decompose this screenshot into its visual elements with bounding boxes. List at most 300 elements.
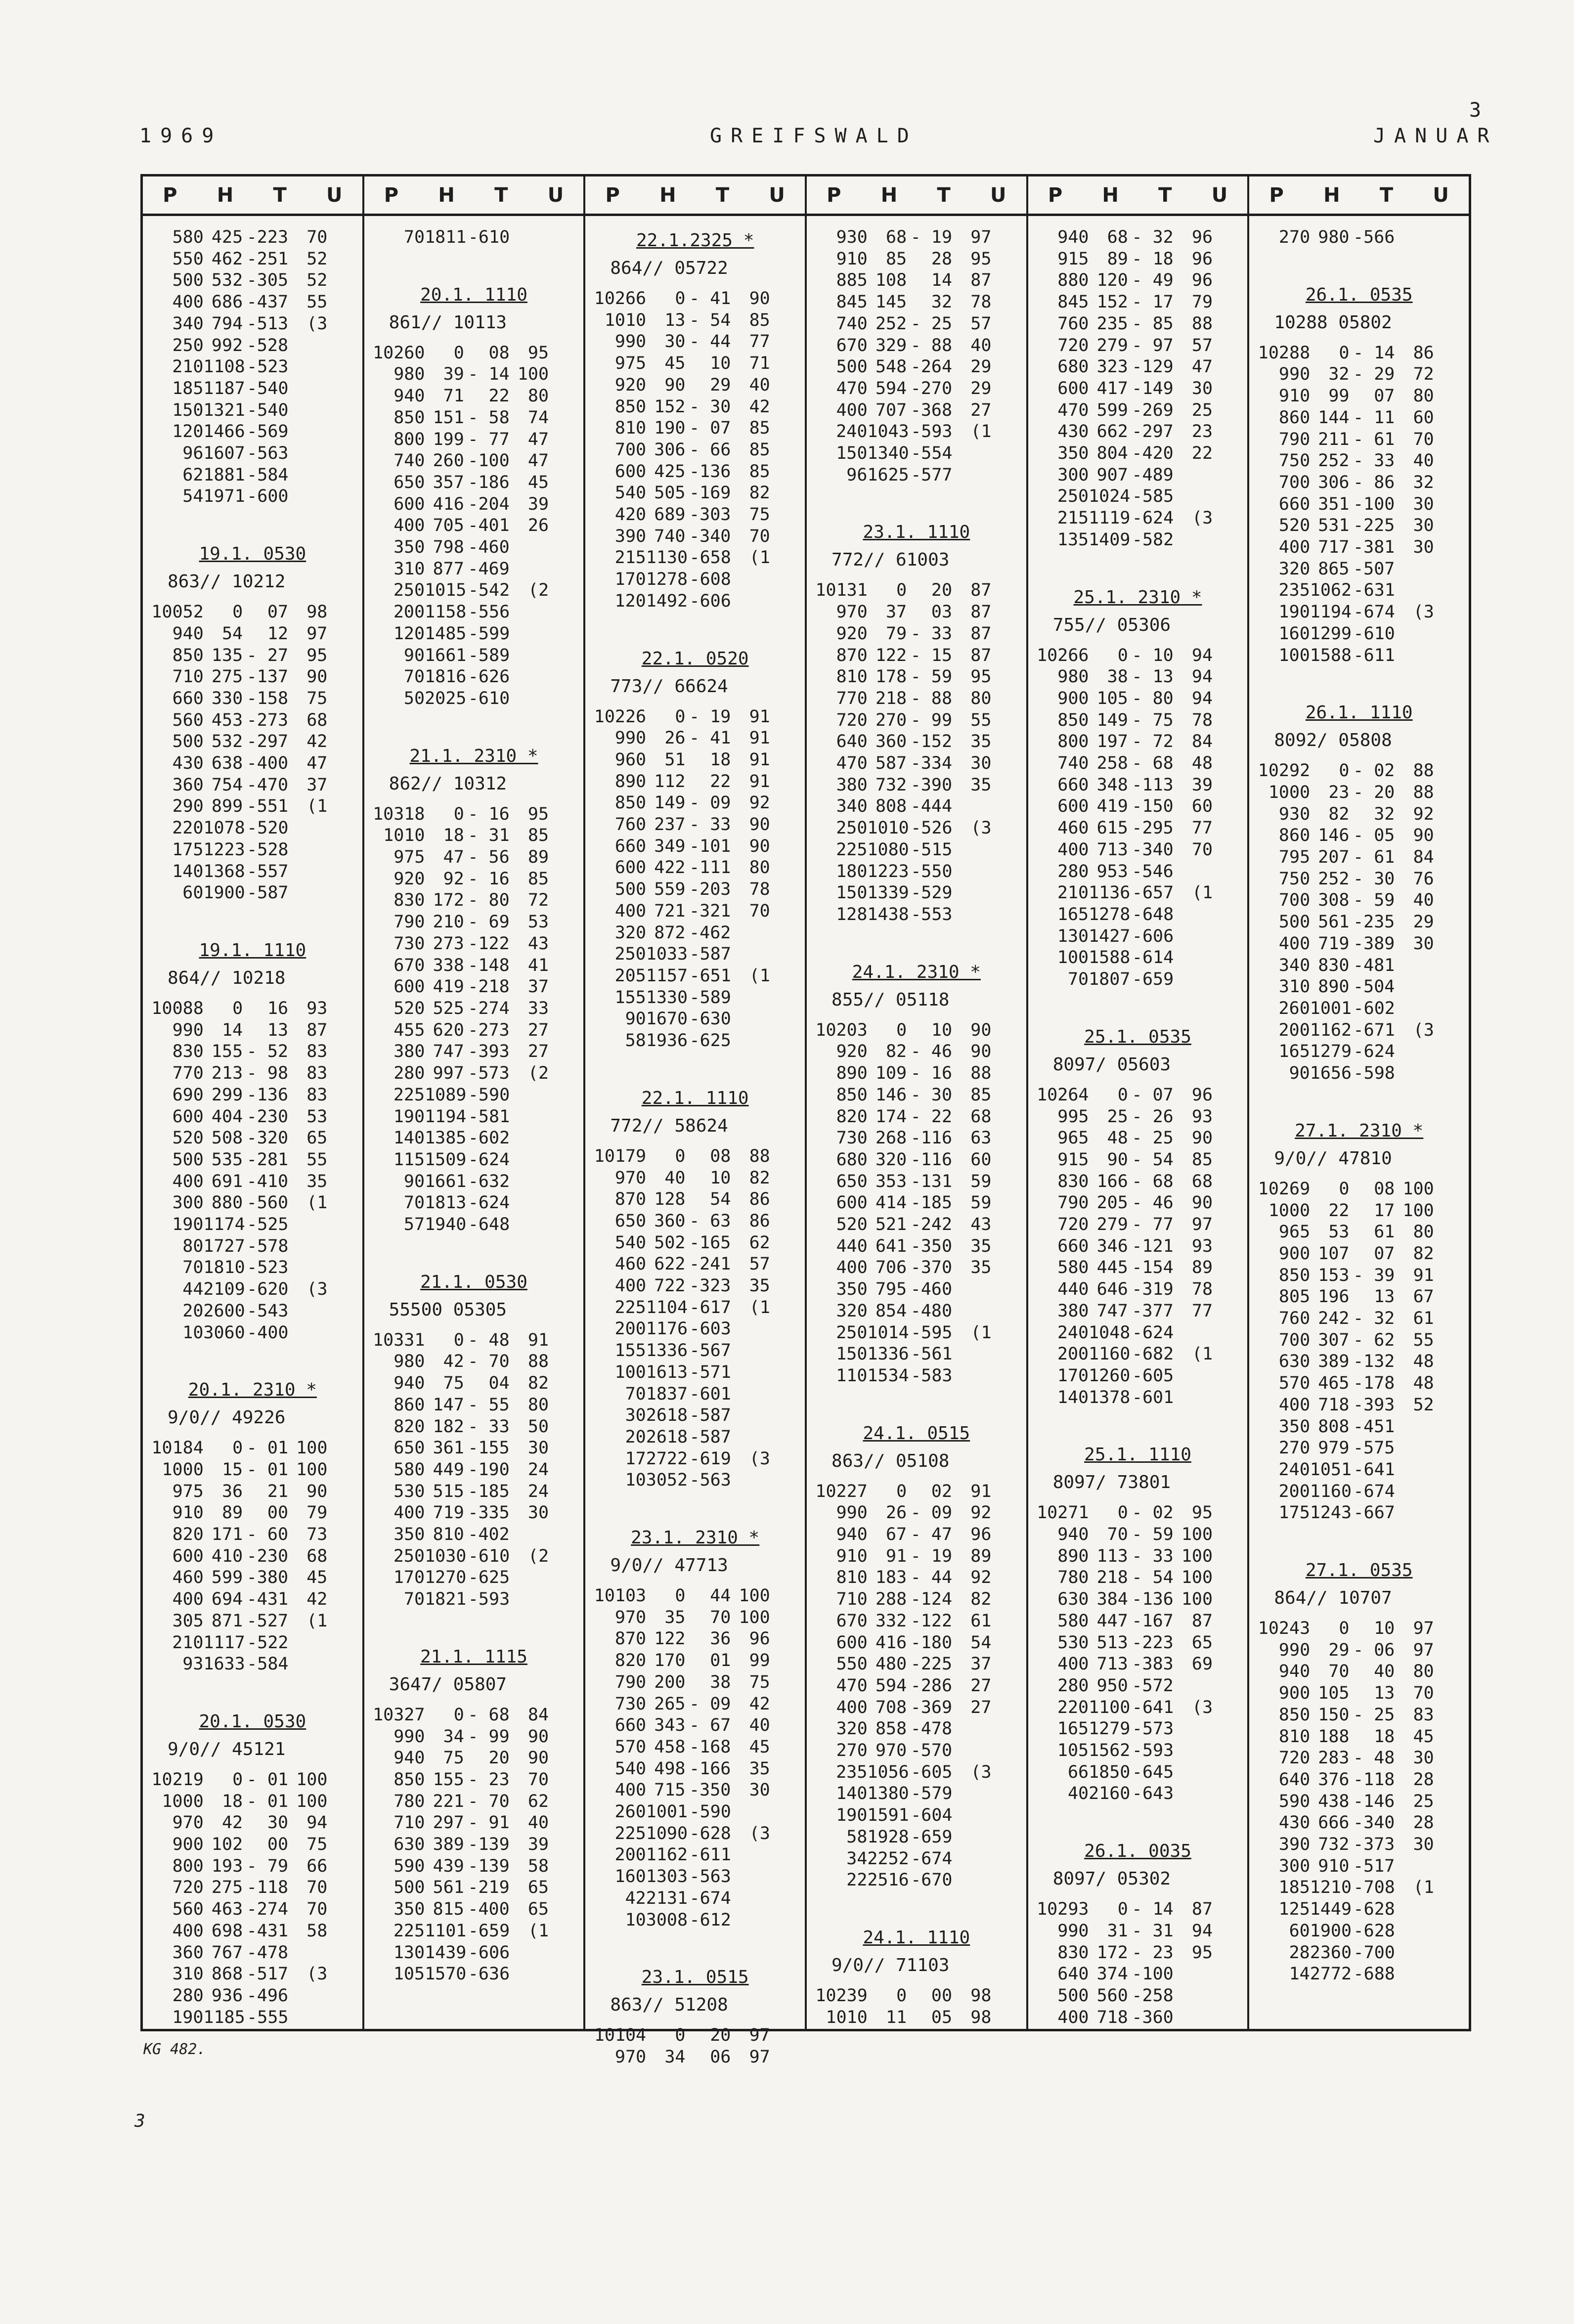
table-cell: 265 <box>654 1694 686 1714</box>
table-cell <box>327 1085 357 1106</box>
table-cell: 532 <box>211 732 243 752</box>
table-cell: -620 <box>247 1279 289 1300</box>
table-row <box>1254 1395 1464 1416</box>
table-cell: -297 <box>1132 422 1174 442</box>
table-cell: 1837 <box>646 1384 688 1404</box>
table-cell: 90 <box>527 1726 549 1747</box>
table-row <box>369 825 579 847</box>
table-cell: - 77 <box>1132 1215 1174 1235</box>
table-cell: 220 <box>1057 1697 1089 1717</box>
sounding-title: 23.1. 1110 <box>863 522 970 543</box>
table-cell: -612 <box>689 1910 731 1930</box>
table-cell: 190 <box>654 418 686 438</box>
table-cell: 200 <box>654 1672 686 1692</box>
table-cell: 47 <box>527 451 549 471</box>
table-cell: 430 <box>1278 1813 1311 1833</box>
table-cell: 250 <box>836 818 868 838</box>
table-cell <box>1213 1942 1242 1964</box>
table-cell: 200 <box>1278 1481 1310 1501</box>
table-cell <box>1434 602 1464 623</box>
table-cell: 1607 <box>203 443 245 464</box>
table-cell <box>288 1214 327 1236</box>
table-cell: (1 <box>749 1297 770 1317</box>
table-cell: 1080 <box>867 839 909 860</box>
table-cell: 27 <box>970 400 992 420</box>
table-cell: (1 <box>749 965 770 986</box>
table-cell <box>549 450 578 472</box>
table-cell <box>1213 1567 1242 1589</box>
table-cell <box>549 1128 578 1149</box>
table-cell: 650 <box>836 1171 868 1191</box>
table-row <box>1033 227 1243 249</box>
table-cell: - 09 <box>689 1694 731 1714</box>
table-cell: 691 <box>211 1171 243 1191</box>
table-row <box>1033 465 1243 486</box>
table-cell: 70 <box>1067 969 1089 990</box>
table-cell: 220 <box>172 818 204 838</box>
table-cell: 235 <box>1278 580 1310 601</box>
table-row <box>148 1567 357 1589</box>
table-cell: 55 <box>306 1149 328 1170</box>
table-cell <box>992 443 1021 465</box>
table-cell: -583 <box>911 1365 953 1386</box>
table-cell <box>770 1405 800 1427</box>
table-cell <box>1434 1200 1464 1222</box>
table-cell: 280 <box>1057 861 1089 881</box>
table-row <box>1033 1718 1243 1740</box>
table-cell <box>770 706 800 728</box>
table-row <box>369 998 579 1020</box>
table-cell: 320 <box>836 1301 868 1321</box>
table-row <box>369 1171 579 1193</box>
table-row <box>590 879 800 901</box>
sounding-title: 26.1. 0035 <box>1084 1841 1191 1862</box>
table-cell <box>288 400 327 422</box>
table-cell: 40 <box>970 335 992 355</box>
table-cell: 747 <box>1096 1301 1128 1321</box>
table-cell <box>992 1365 1021 1387</box>
table-cell: 1158 <box>425 602 467 622</box>
sounding-block <box>369 1269 579 1611</box>
table-cell: 52 <box>306 270 328 291</box>
table-cell: 1449 <box>1310 1899 1352 1920</box>
table-cell <box>288 861 327 883</box>
table-cell <box>991 602 1021 623</box>
table-cell: 35 <box>664 1607 686 1627</box>
table-row <box>148 1942 357 1964</box>
table-cell: 453 <box>211 710 243 730</box>
table-cell: - 14 <box>468 364 510 385</box>
column-body <box>807 216 1026 2028</box>
table-row <box>1254 407 1464 429</box>
table-cell: -167 <box>1132 1611 1174 1631</box>
table-cell: 29 <box>1413 912 1434 932</box>
sounding-id: 864// 05722 <box>610 258 728 278</box>
table-cell: 400 <box>614 901 647 921</box>
table-cell: 07 <box>267 602 289 622</box>
table-cell: 1270 <box>425 1568 467 1588</box>
table-cell: 175 <box>1278 1503 1310 1523</box>
table-cell: 96 <box>1191 249 1213 269</box>
sounding-title: 22.1. 1110 <box>641 1088 749 1108</box>
table-cell: 1010 <box>383 826 425 846</box>
table-cell: -610 <box>1353 623 1395 644</box>
table-cell: 767 <box>211 1942 243 1963</box>
table-row <box>1033 1128 1243 1149</box>
table-cell: 970 <box>614 1607 647 1627</box>
table-row <box>369 1546 579 1568</box>
table-cell: 0 <box>675 1146 686 1166</box>
table-cell: 00 <box>267 1835 289 1855</box>
table-cell <box>1174 969 1213 991</box>
table-cell <box>510 1106 549 1128</box>
sounding-title: 23.1. 2310 * <box>631 1528 760 1548</box>
table-cell: (2 <box>528 1546 549 1566</box>
table-cell <box>1213 926 1242 948</box>
table-cell <box>992 1344 1021 1365</box>
table-row <box>369 1438 579 1459</box>
table-cell: 30 <box>664 332 686 352</box>
table-cell <box>1434 429 1464 451</box>
table-cell <box>1174 465 1213 486</box>
table-cell <box>1395 1416 1434 1438</box>
table-cell: -602 <box>1353 998 1395 1018</box>
table-cell: -223 <box>1132 1632 1174 1653</box>
table-cell: 400 <box>394 516 425 536</box>
table-cell: 689 <box>654 505 686 525</box>
column-body <box>364 216 584 1985</box>
table-cell <box>1213 313 1242 335</box>
table-cell: 17 <box>625 1448 646 1469</box>
table-cell: 600 <box>394 494 425 514</box>
table-cell: 580 <box>1057 1611 1089 1631</box>
table-cell <box>1174 1964 1213 1985</box>
table-cell: - 25 <box>1132 1128 1174 1148</box>
table-cell: -587 <box>689 1405 731 1426</box>
table-cell: -390 <box>910 775 953 795</box>
table-cell <box>549 869 578 890</box>
table-cell: -400 <box>246 753 289 774</box>
table-cell: 215 <box>1057 508 1089 528</box>
table-cell: -570 <box>910 1741 953 1761</box>
table-cell: 151 <box>433 407 464 428</box>
table-cell: 242 <box>1318 1309 1350 1329</box>
table-cell <box>770 1448 800 1470</box>
table-cell: -619 <box>689 1448 731 1469</box>
table-cell: 40 <box>527 1813 549 1833</box>
table-cell: - 10 <box>1132 645 1174 665</box>
table-row <box>148 1085 357 1106</box>
table-row <box>1033 1344 1243 1365</box>
table-cell: 690 <box>172 1085 204 1105</box>
table-cell <box>288 839 327 861</box>
table-cell: 96 <box>970 1525 992 1545</box>
table-cell: 07 <box>1374 1243 1395 1264</box>
table-cell: 920 <box>836 1042 868 1062</box>
table-cell: 1821 <box>425 1589 467 1610</box>
table-cell <box>510 537 549 559</box>
table-cell <box>549 688 578 710</box>
table-cell: 1378 <box>1089 1387 1131 1407</box>
table-row <box>1033 378 1243 400</box>
sounding-block <box>1033 1023 1243 1409</box>
table-cell <box>549 1438 578 1459</box>
table-row <box>1033 645 1243 667</box>
table-cell <box>328 1632 357 1654</box>
table-cell: 55 <box>306 292 328 312</box>
table-cell <box>991 227 1021 249</box>
table-cell <box>549 998 578 1020</box>
table-cell: 108 <box>875 270 907 291</box>
table-cell: -641 <box>1353 1459 1395 1480</box>
table-cell <box>731 1844 770 1866</box>
table-cell: 93 <box>1191 1106 1213 1127</box>
table-cell <box>1395 623 1434 645</box>
table-cell: 144 <box>1318 407 1350 428</box>
table-cell: 0 <box>453 804 464 824</box>
table-cell: 270 <box>875 710 907 730</box>
table-cell: -593 <box>1132 1741 1174 1761</box>
table-cell <box>1395 559 1434 580</box>
table-row <box>812 775 1021 796</box>
table-cell: 1299 <box>1310 623 1352 644</box>
table-row <box>369 847 579 869</box>
table-cell: 1336 <box>646 1341 688 1361</box>
table-cell: 600 <box>614 858 647 878</box>
table-row <box>369 1705 579 1726</box>
table-cell: - 44 <box>910 1568 953 1588</box>
table-cell: 91 <box>527 1330 549 1350</box>
table-cell: -480 <box>910 1301 953 1321</box>
table-cell <box>1434 494 1464 516</box>
table-cell: 662 <box>1096 422 1128 442</box>
table-cell <box>992 904 1021 926</box>
table-cell: 39 <box>443 364 464 385</box>
table-cell: 0 <box>232 998 243 1018</box>
table-cell: 854 <box>875 1301 907 1321</box>
table-cell <box>991 1106 1021 1128</box>
table-row <box>1033 688 1243 710</box>
table-cell: 845 <box>1057 292 1089 312</box>
table-cell: 85 <box>527 826 549 846</box>
table-cell: 260 <box>433 451 464 471</box>
table-cell: 38 <box>1107 667 1128 687</box>
table-cell <box>549 386 578 407</box>
table-row <box>148 796 357 818</box>
table-cell: - 59 <box>1353 890 1395 911</box>
table-row <box>369 623 579 645</box>
table-row <box>590 944 800 965</box>
table-cell <box>992 1322 1021 1344</box>
table-cell: 0 <box>1117 1503 1128 1523</box>
table-row <box>1033 443 1243 465</box>
table-row <box>812 861 1021 883</box>
table-cell: 40 <box>1374 1662 1395 1682</box>
table-cell <box>510 1524 549 1546</box>
table-cell: 350 <box>1278 1416 1311 1437</box>
table-cell: 20 <box>182 1301 204 1321</box>
table-cell: -122 <box>468 933 510 954</box>
table-cell <box>1434 955 1464 977</box>
table-cell: 1534 <box>867 1365 909 1386</box>
table-cell: 830 <box>1057 1171 1089 1191</box>
table-cell: 172 <box>433 890 464 911</box>
table-row <box>590 1844 800 1866</box>
table-row <box>148 1020 357 1042</box>
table-row <box>1033 1365 1243 1387</box>
table-row <box>369 1459 579 1481</box>
table-cell <box>1434 1726 1464 1748</box>
table-cell <box>549 1214 578 1236</box>
table-row <box>148 602 357 623</box>
table-cell: 990 <box>172 1020 204 1040</box>
table-cell: 422 <box>654 858 686 878</box>
table-cell <box>731 1384 770 1405</box>
table-cell <box>1213 818 1242 839</box>
table-cell <box>991 710 1021 732</box>
table-cell: 61 <box>1374 1222 1395 1242</box>
table-cell: 252 <box>1318 869 1350 889</box>
table-row <box>1033 1740 1243 1762</box>
table-cell <box>549 1748 578 1769</box>
table-cell: 979 <box>1318 1438 1350 1458</box>
table-cell <box>1434 933 1464 955</box>
table-cell <box>1434 1877 1464 1899</box>
sounding-block <box>590 1085 800 1491</box>
table-row <box>369 1416 579 1438</box>
table-cell: 570 <box>1278 1373 1311 1394</box>
table-cell: 721 <box>654 901 686 921</box>
table-row <box>148 753 357 775</box>
table-cell: 299 <box>211 1085 243 1105</box>
table-cell <box>1395 1502 1434 1524</box>
table-cell: -573 <box>1132 1719 1174 1739</box>
table-cell <box>952 1740 991 1762</box>
table-cell: 680 <box>836 1149 868 1170</box>
table-cell: 2516 <box>867 1870 909 1890</box>
table-cell: 72 <box>527 890 549 911</box>
table-cell: 1940 <box>425 1215 467 1235</box>
table-cell: 225 <box>836 839 868 860</box>
table-cell: 190 <box>393 1106 425 1127</box>
table-cell: 82 <box>970 1589 992 1610</box>
table-cell: 48 <box>1191 753 1213 774</box>
table-cell: 55 <box>970 710 992 730</box>
table-cell <box>770 901 800 922</box>
table-cell: 45 <box>1413 1726 1434 1747</box>
table-row <box>1033 666 1243 688</box>
table-cell: 83 <box>306 1063 328 1084</box>
table-cell: 95 <box>970 249 992 269</box>
table-cell: 30 <box>625 1405 646 1426</box>
table-cell <box>1213 1718 1242 1740</box>
table-cell: 530 <box>394 1481 425 1501</box>
table-cell <box>1434 1769 1464 1791</box>
table-cell: 75 <box>749 505 770 525</box>
table-row <box>1254 1640 1464 1662</box>
table-cell: 1187 <box>203 378 245 398</box>
table-cell <box>1213 529 1242 551</box>
table-row <box>148 710 357 732</box>
table-row <box>148 861 357 883</box>
table-cell: 70 <box>749 901 770 921</box>
table-row <box>148 1041 357 1063</box>
table-cell: 41 <box>527 955 549 975</box>
table-cell: 700 <box>1278 472 1311 492</box>
table-cell: 559 <box>654 879 686 900</box>
table-cell: 915 <box>1057 249 1089 269</box>
table-cell: 872 <box>654 922 686 943</box>
table-cell: -286 <box>910 1675 953 1696</box>
table-cell <box>1434 1481 1464 1503</box>
table-row <box>369 912 579 933</box>
table-cell: -624 <box>1132 508 1174 528</box>
column-header <box>1249 176 1469 216</box>
table-cell: 85 <box>527 869 549 889</box>
table-row <box>148 1106 357 1128</box>
table-cell <box>328 1236 357 1258</box>
table-cell: 34 <box>443 1726 464 1747</box>
table-cell: 940 <box>1278 1662 1311 1682</box>
table-cell: 615 <box>1096 818 1128 838</box>
column-label: H <box>217 183 234 207</box>
table-cell: 22 <box>846 1870 868 1890</box>
table-cell: 182 <box>433 1416 464 1437</box>
table-cell: 45 <box>527 472 549 492</box>
table-cell: - 41 <box>689 289 731 308</box>
table-cell: 130 <box>393 1942 425 1963</box>
table-cell: 04 <box>488 1373 510 1394</box>
table-row <box>1254 1683 1464 1705</box>
table-cell: 1810 <box>203 1258 245 1278</box>
table-cell: - 01 <box>246 1769 289 1790</box>
table-row <box>148 1791 357 1813</box>
table-cell: 1162 <box>646 1845 688 1865</box>
table-cell: 1807 <box>1089 969 1131 990</box>
table-row <box>812 1611 1021 1632</box>
table-cell: 1062 <box>1310 580 1352 601</box>
table-cell: - 54 <box>1132 1568 1174 1588</box>
table-row <box>1033 1236 1243 1258</box>
table-cell: 860 <box>394 1395 425 1415</box>
table-cell: 48 <box>1413 1373 1434 1394</box>
table-cell: 35 <box>970 775 992 795</box>
table-cell: 804 <box>1096 443 1128 464</box>
table-cell: -218 <box>468 977 510 997</box>
table-cell: - 33 <box>689 815 731 835</box>
table-row <box>812 666 1021 688</box>
sounding-block <box>1033 227 1243 551</box>
table-cell: -589 <box>468 645 510 665</box>
table-cell: 280 <box>1057 1675 1089 1696</box>
table-cell <box>731 1405 770 1427</box>
table-cell: 78 <box>1191 1279 1213 1300</box>
table-cell: 717 <box>1318 537 1350 558</box>
table-row <box>812 1589 1021 1611</box>
column-body <box>585 216 805 2068</box>
table-cell: 20 <box>931 580 953 601</box>
table-cell: 33 <box>527 998 549 1018</box>
table-cell: 52 <box>306 249 328 269</box>
table-cell <box>549 1856 578 1878</box>
table-row <box>1033 1301 1243 1322</box>
table-cell: -169 <box>689 483 731 503</box>
table-cell: (1 <box>1192 883 1213 903</box>
table-cell <box>1434 1791 1464 1813</box>
table-cell <box>327 1834 357 1856</box>
table-cell: 790 <box>1278 429 1311 449</box>
table-cell <box>549 343 578 364</box>
